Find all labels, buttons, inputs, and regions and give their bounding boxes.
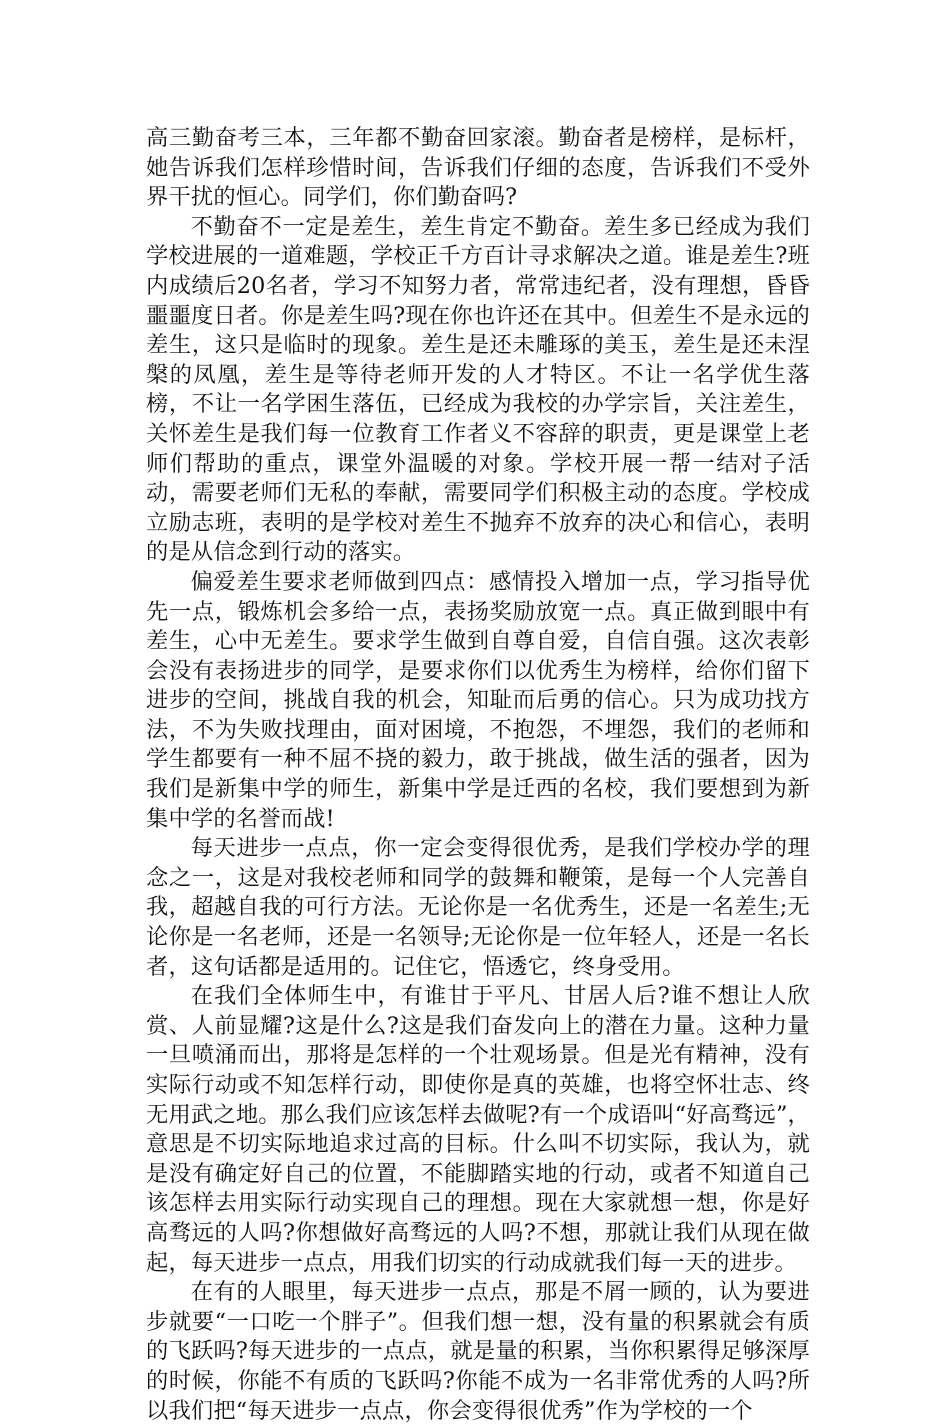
paragraph-5: 在我们全体师生中，有谁甘于平凡、甘居人后?谁不想让人欣赏、人前显耀?这是什么?这是我们奋发向上的潜在力量。这种力量一旦喷涌而出，那将是怎样的一个壮观场景。但是光有精神，没有实际行动或不知怎样行动，即使你是真的英雄，也将空怀壮志、终无用武之地。那么我们应该怎样去做呢?有一个成语叫“好高骛远”，意思是不切实际地追求过高的目标。什么叫不切实际，我认为，就是没有确定好自己的位置，不能脚踏实地的行动，或者不知道自己该怎样去用实际行动实现自己的理想。现在大家就想一想，你是好高骛远的人吗?你想做好高骛远的人吗?不想，那就让我们从现在做起，每天进步一点点，用我们切实的行动成就我们每一天的进步。 [146,983,810,1276]
paragraph-2: 不勤奋不一定是差生，差生肯定不勤奋。差生多已经成为我们学校进展的一道难题，学校正千方百计寻求解决之道。谁是差生?班内成绩后20名者，学习不知努力者，常常违纪者，没有理想，昏昏噩噩度日者。你是差生吗?现在你也许还在其中。但差生不是永远的差生，这只是临时的现象。差生是还未雕琢的美玉，差生是还未涅槃的凤凰，差生是等待老师开发的人才特区。不让一名学优生落榜，不让一名学困生落伍，已经成为我校的办学宗旨，关注差生，关怀差生是我们每一位教育工作者义不容辞的职责，更是课堂上老师们帮助的重点，课堂外温暖的对象。学校开展一帮一结对子活动，需要老师们无私的奉献，需要同学们积极主动的态度。学校成立励志班，表明的是学校对差生不抛弃不放弃的决心和信心，表明的是从信念到行动的落实。 [146,213,810,566]
document-body [146,124,810,1426]
paragraph-1: 高三勤奋考三本，三年都不勤奋回家滚。勤奋者是榜样，是标杆，她告诉我们怎样珍惜时间，告诉我们仔细的态度，告诉我们不受外界干扰的恒心。同学们，你们勤奋吗? [146,125,810,211]
paragraph-4: 每天进步一点点，你一定会变得很优秀，是我们学校办学的理念之一，这是对我校老师和同学的鼓舞和鞭策，是每一个人完善自我，超越自我的可行方法。无论你是一名优秀生，还是一名差生;无论你是一名老师，还是一名领导;无论你是一位年轻人，还是一名长者，这句话都是适用的。记住它，悟透它，终身受用。 [146,835,810,980]
paragraph-6: 在有的人眼里，每天进步一点点，那是不屑一顾的，认为要进步就要“一口吃一个胖子”。但我们想一想，没有量的积累就会有质的飞跃吗?每天进步的一点点，就是量的积累，当你积累得足够深厚的时候，你能不有质的飞跃吗?你能不成为一名非常优秀的人吗?所以我们把“每天进步一点点，你会变得很优秀”作为学校的一个 [146,1279,810,1424]
paragraph-3: 偏爱差生要求老师做到四点：感情投入增加一点，学习指导优先一点，锻炼机会多给一点，表扬奖励放宽一点。真正做到眼中有差生，心中无差生。要求学生做到自尊自爱，自信自强。这次表彰会没有表扬进步的同学，是要求你们以优秀生为榜样，给你们留下进步的空间，挑战自我的机会，知耻而后勇的信心。只为成功找方法，不为失败找理由，面对困境，不抱怨，不埋怨，我们的老师和学生都要有一种不屈不挠的毅力，敢于挑战，做生活的强者，因为我们是新集中学的师生，新集中学是迁西的名校，我们要想到为新集中学的名誉而战! [146,568,810,832]
